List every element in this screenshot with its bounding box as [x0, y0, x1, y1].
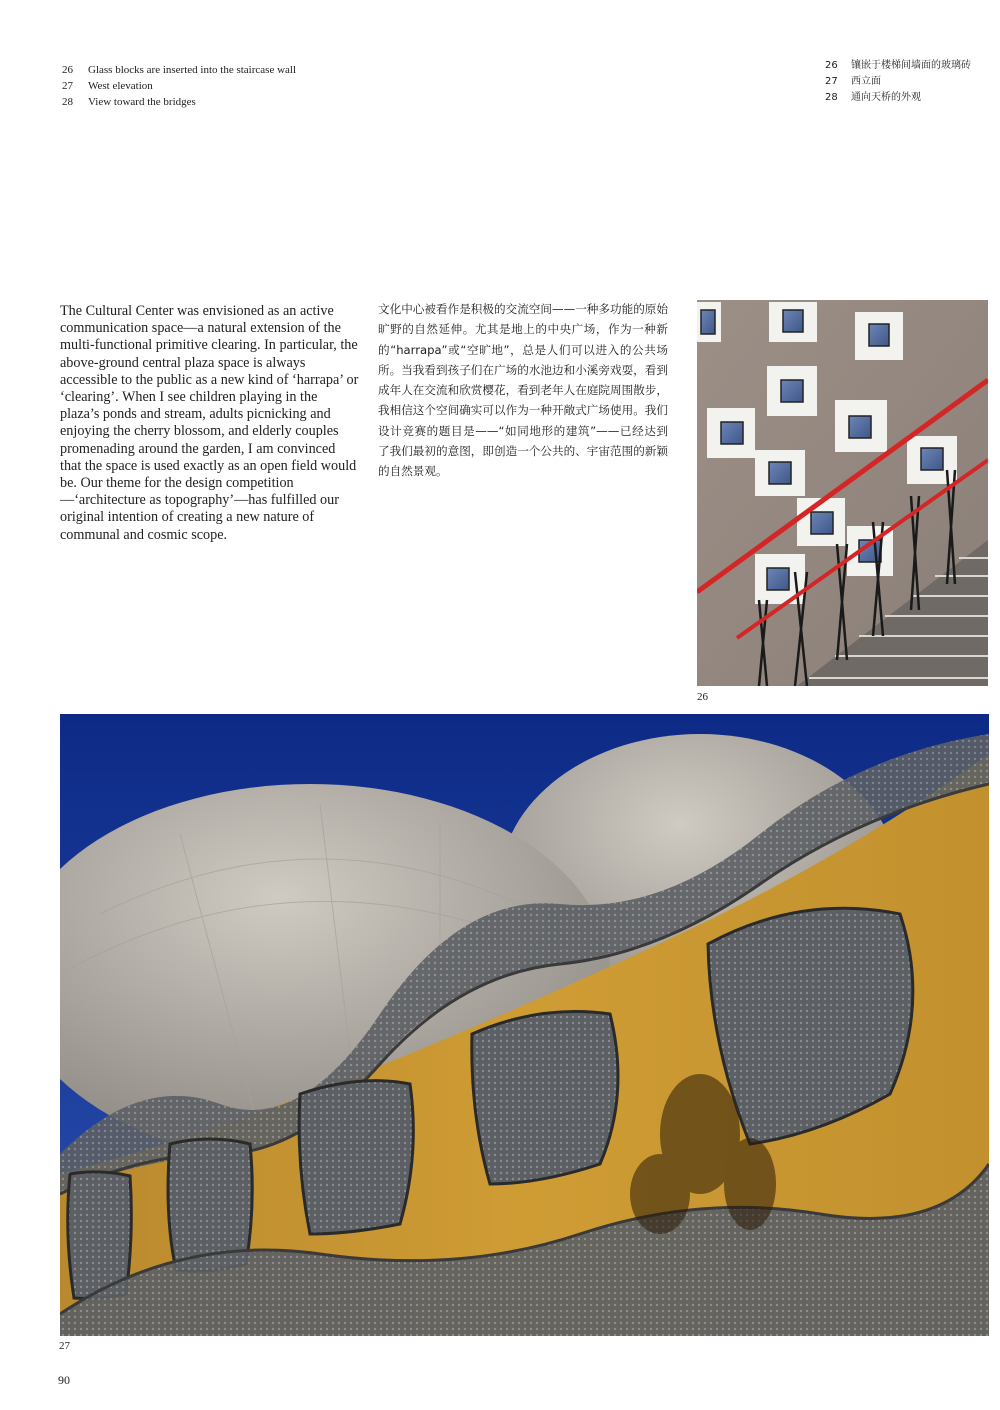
caption-text: West elevation — [88, 80, 153, 92]
caption-text: 西立面 — [851, 76, 881, 87]
figure-27-label: 27 — [59, 1340, 70, 1352]
caption-number: 26 — [62, 64, 73, 76]
caption-text: 镶嵌于楼梯间墙面的玻璃砖 — [851, 60, 971, 71]
body-text-chinese: 文化中心被看作是积极的交流空间——一种多功能的原始旷野的自然延伸。尤其是地上的中央广场，作为一种新的“harrapa”或“空旷地”，总是人们可以进入的公共场所。当我看到孩子们在广场的水池边和小溪旁戏耍，看到成年人在交流和欣赏樱花，看到老年人在庭院周围散步，我相信这个空间确实可以作为一种开敞式广场使用。我们设计竞赛的题目是——“如同地形的建筑”——已经达到了我们最初的意图，即创造一个公共的、宇宙范围的新颖的自然景观。 — [378, 302, 668, 479]
body-text-english: The Cultural Center was envisioned as an active communication space—a natural extension of the multi-functional primitive clearing. In particular, the above-ground central plaza space is always accessible to the public as a new kind of ‘harrapa’ or ‘clearing’. When I see children playing in the plaza’s ponds and stream, adults picnicking and enjoying the cherry blossom, and elderly couples promenading around the garden, I am convinced that the space is used exactly as an open field would be. Our theme for the design competition—‘architecture as topography’—has fulfilled our original intention of creating a new nature of communal and cosmic scope. — [60, 303, 359, 543]
caption-number: 28 — [825, 92, 838, 103]
captions-english — [62, 62, 296, 110]
caption-row — [62, 78, 296, 94]
caption-row — [825, 90, 971, 106]
photo-staircase-glass-blocks — [697, 300, 988, 686]
caption-number: 27 — [825, 76, 838, 87]
figure-26-label: 26 — [697, 691, 708, 703]
caption-number: 28 — [62, 96, 73, 108]
caption-row — [62, 94, 296, 110]
caption-text: 通向天桥的外观 — [851, 92, 921, 103]
photo-west-elevation — [60, 714, 989, 1336]
caption-number: 26 — [825, 60, 838, 71]
caption-text: View toward the bridges — [88, 96, 196, 108]
caption-row — [825, 74, 971, 90]
caption-number: 27 — [62, 80, 73, 92]
caption-row — [62, 62, 296, 78]
page-number: 90 — [58, 1373, 70, 1387]
caption-row — [825, 58, 971, 74]
captions-chinese — [825, 58, 971, 106]
caption-text: Glass blocks are inserted into the staircase wall — [88, 64, 297, 76]
